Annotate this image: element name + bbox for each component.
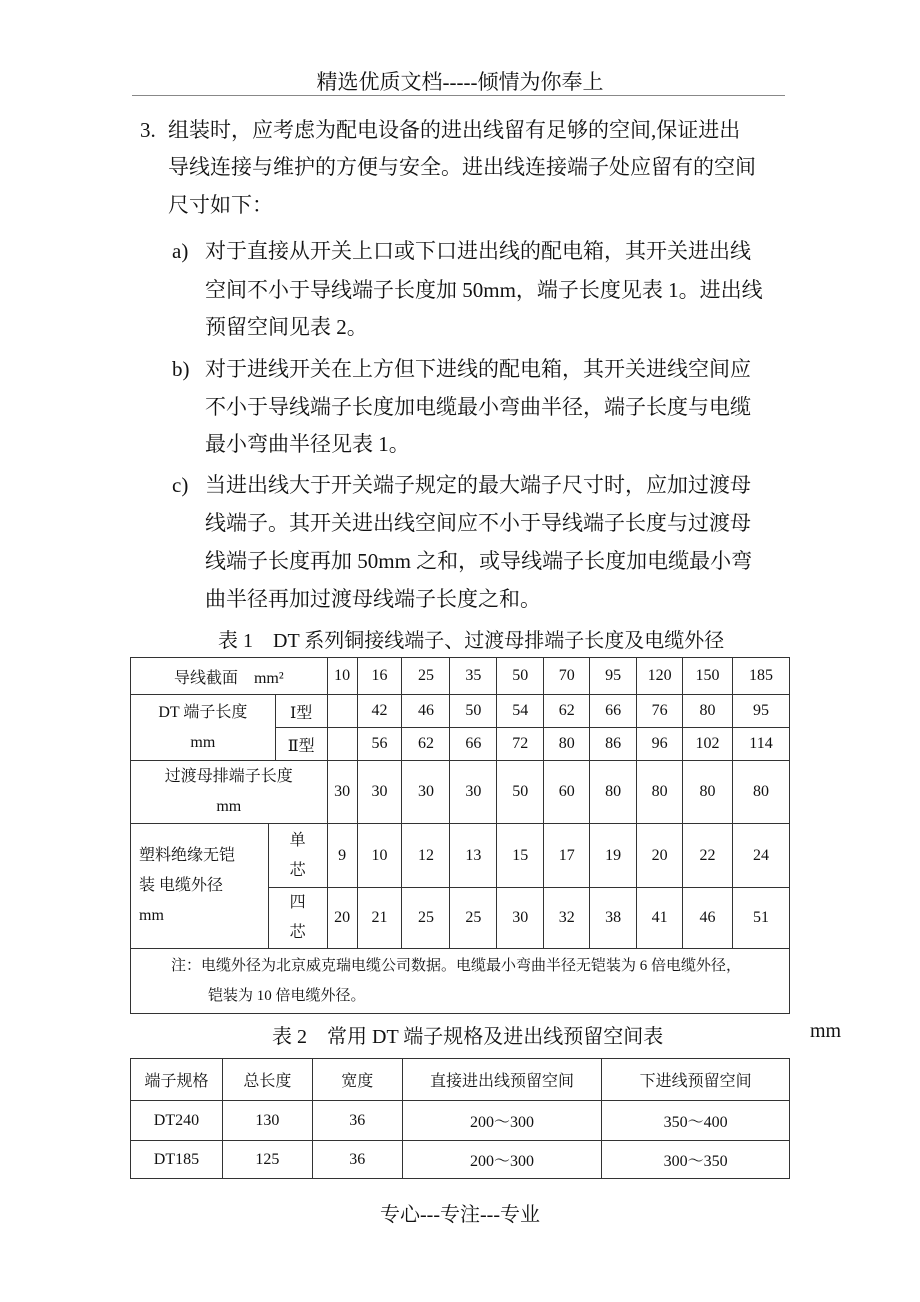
column-header: 直接进出线预留空间 bbox=[402, 1059, 602, 1101]
table-row bbox=[131, 1101, 790, 1141]
cell: 80 bbox=[590, 761, 637, 824]
item-line: 最小弯曲半径见表 1。 bbox=[205, 432, 410, 456]
table2-unit: mm bbox=[810, 1020, 842, 1042]
page-footer: 专心---专注---专业 bbox=[380, 1204, 540, 1226]
cell: 38 bbox=[590, 888, 637, 949]
cell: DT240 bbox=[131, 1101, 223, 1141]
cell: 66 bbox=[450, 728, 497, 761]
item-line: 对于直接从开关上口或下口进出线的配电箱，其开关进出线 bbox=[205, 239, 751, 263]
cell: 20 bbox=[327, 888, 357, 949]
cell: 16 bbox=[357, 658, 402, 695]
cell: 13 bbox=[450, 824, 497, 888]
item-line: 空间不小于导线端子长度加 50mm，端子长度见表 1。进出线 bbox=[205, 278, 763, 302]
single-core-label: 芯 bbox=[289, 861, 306, 879]
paragraph-number: 3. bbox=[140, 118, 156, 142]
cell: 76 bbox=[637, 695, 683, 728]
cell: 80 bbox=[544, 728, 590, 761]
cell: 22 bbox=[683, 824, 733, 888]
item-label: c) bbox=[172, 473, 189, 497]
cell: 95 bbox=[732, 695, 789, 728]
table1-row-single bbox=[131, 824, 790, 888]
table1-note-row bbox=[131, 949, 790, 1014]
cell: 50 bbox=[497, 658, 544, 695]
item-line: 预留空间见表 2。 bbox=[205, 315, 368, 339]
table1-caption: 表 1 DT 系列铜接线端子、过渡母排端子长度及电缆外径 bbox=[218, 630, 725, 652]
table1 bbox=[130, 657, 790, 1014]
table1-row-busbar bbox=[131, 761, 790, 824]
cell-label bbox=[268, 824, 327, 888]
table2-header-row bbox=[131, 1059, 790, 1101]
cable-label: 塑料绝缘无铠 bbox=[139, 847, 236, 864]
item-label: b) bbox=[172, 357, 190, 381]
paragraph-line: 尺寸如下： bbox=[168, 193, 273, 217]
cell: 46 bbox=[683, 888, 733, 949]
cell: 114 bbox=[732, 728, 789, 761]
cell bbox=[327, 728, 357, 761]
cell: 130 bbox=[222, 1101, 312, 1141]
cell: 30 bbox=[402, 761, 450, 824]
cell: 60 bbox=[544, 761, 590, 824]
cell: 50 bbox=[450, 695, 497, 728]
cell: 42 bbox=[357, 695, 402, 728]
item-line: 当进出线大于开关端子规定的最大端子尺寸时，应加过渡母 bbox=[205, 473, 751, 497]
cell: 150 bbox=[683, 658, 733, 695]
cell: 30 bbox=[327, 761, 357, 824]
header-rule bbox=[132, 95, 785, 96]
cell: 51 bbox=[732, 888, 789, 949]
cell-label: Ⅰ型 bbox=[275, 695, 327, 728]
item-line: 线端子长度再加 50mm 之和，或导线端子长度加电缆最小弯 bbox=[205, 549, 753, 573]
cell: 80 bbox=[637, 761, 683, 824]
cell: 350～400 bbox=[602, 1101, 790, 1141]
cell: 30 bbox=[450, 761, 497, 824]
cell: 54 bbox=[497, 695, 544, 728]
table1-row-type1 bbox=[131, 695, 790, 728]
paragraph-line: 导线连接与维护的方便与安全。进出线连接端子处应留有的空间 bbox=[168, 155, 756, 179]
cell: 200～300 bbox=[402, 1141, 602, 1179]
cell: 96 bbox=[637, 728, 683, 761]
cell: 10 bbox=[357, 824, 402, 888]
cell-label: Ⅱ型 bbox=[275, 728, 327, 761]
cell: 30 bbox=[497, 888, 544, 949]
note-line: 注：电缆外径为北京威克瑞电缆公司数据。电缆最小弯曲半径无铠装为 6 倍电缆外径， bbox=[171, 958, 742, 974]
cell: 200～300 bbox=[402, 1101, 602, 1141]
column-header: 总长度 bbox=[222, 1059, 312, 1101]
cell: 66 bbox=[590, 695, 637, 728]
cell: 20 bbox=[637, 824, 683, 888]
cell-label bbox=[131, 695, 276, 761]
dt-label: DT 端子长度 bbox=[158, 703, 248, 721]
table1-note bbox=[131, 949, 790, 1014]
cell: 10 bbox=[327, 658, 357, 695]
cell: 36 bbox=[312, 1141, 402, 1179]
cell: 80 bbox=[732, 761, 789, 824]
cell: 50 bbox=[497, 761, 544, 824]
cell-label bbox=[268, 888, 327, 949]
cell: 56 bbox=[357, 728, 402, 761]
cell: 21 bbox=[357, 888, 402, 949]
cell: 185 bbox=[732, 658, 789, 695]
cell: 17 bbox=[544, 824, 590, 888]
busbar-label: 过渡母排端子长度 bbox=[164, 768, 293, 785]
cell: 62 bbox=[402, 728, 450, 761]
cell: 62 bbox=[544, 695, 590, 728]
column-header: 下进线预留空间 bbox=[602, 1059, 790, 1101]
item-line: 对于进线开关在上方但下进线的配电箱，其开关进线空间应 bbox=[205, 357, 751, 381]
item-line: 线端子。其开关进出线空间应不小于导线端子长度与过渡母 bbox=[205, 511, 751, 535]
cell: 24 bbox=[732, 824, 789, 888]
cell: 36 bbox=[312, 1101, 402, 1141]
busbar-unit: mm bbox=[216, 798, 242, 815]
single-core-label: 单 bbox=[289, 831, 306, 849]
cell: 25 bbox=[402, 888, 450, 949]
cell: 86 bbox=[590, 728, 637, 761]
cell: 25 bbox=[402, 658, 450, 695]
cell-label bbox=[131, 824, 269, 949]
item-line: 不小于导线端子长度加电缆最小弯曲半径，端子长度与电缆 bbox=[205, 395, 751, 419]
cell: 35 bbox=[450, 658, 497, 695]
table1-row-section bbox=[131, 658, 790, 695]
cell: DT185 bbox=[131, 1141, 223, 1179]
cell: 41 bbox=[637, 888, 683, 949]
dt-unit: mm bbox=[190, 733, 216, 751]
cable-label: 装 电缆外径 bbox=[139, 877, 224, 894]
cell: 80 bbox=[683, 695, 733, 728]
cell: 80 bbox=[683, 761, 733, 824]
cell: 46 bbox=[402, 695, 450, 728]
four-core-label: 芯 bbox=[289, 924, 306, 941]
cell: 30 bbox=[357, 761, 402, 824]
cell: 70 bbox=[544, 658, 590, 695]
cell: 19 bbox=[590, 824, 637, 888]
page-header: 精选优质文档-----倾情为你奉上 bbox=[316, 70, 604, 94]
cell bbox=[327, 695, 357, 728]
four-core-label: 四 bbox=[289, 894, 306, 911]
cell: 72 bbox=[497, 728, 544, 761]
cell: 12 bbox=[402, 824, 450, 888]
table2 bbox=[130, 1058, 790, 1179]
cell: 125 bbox=[222, 1141, 312, 1179]
cell: 95 bbox=[590, 658, 637, 695]
cell: 32 bbox=[544, 888, 590, 949]
table2-caption: 表 2 常用 DT 端子规格及进出线预留空间表 bbox=[272, 1026, 664, 1048]
cell: 9 bbox=[327, 824, 357, 888]
table-row bbox=[131, 1141, 790, 1179]
cell: 120 bbox=[637, 658, 683, 695]
item-line: 曲半径再加过渡母线端子长度之和。 bbox=[205, 587, 541, 611]
note-line: 铠装为 10 倍电缆外径。 bbox=[208, 988, 366, 1004]
column-header: 端子规格 bbox=[131, 1059, 223, 1101]
cell: 102 bbox=[683, 728, 733, 761]
cell-label: 导线截面 mm² bbox=[131, 658, 328, 695]
paragraph-line: 组装时，应考虑为配电设备的进出线留有足够的空间,保证进出 bbox=[168, 118, 741, 142]
cell: 300～350 bbox=[602, 1141, 790, 1179]
item-label: a) bbox=[172, 239, 189, 263]
cell-label bbox=[131, 761, 328, 824]
cell: 25 bbox=[450, 888, 497, 949]
column-header: 宽度 bbox=[312, 1059, 402, 1101]
cable-unit: mm bbox=[139, 907, 164, 924]
cell: 15 bbox=[497, 824, 544, 888]
